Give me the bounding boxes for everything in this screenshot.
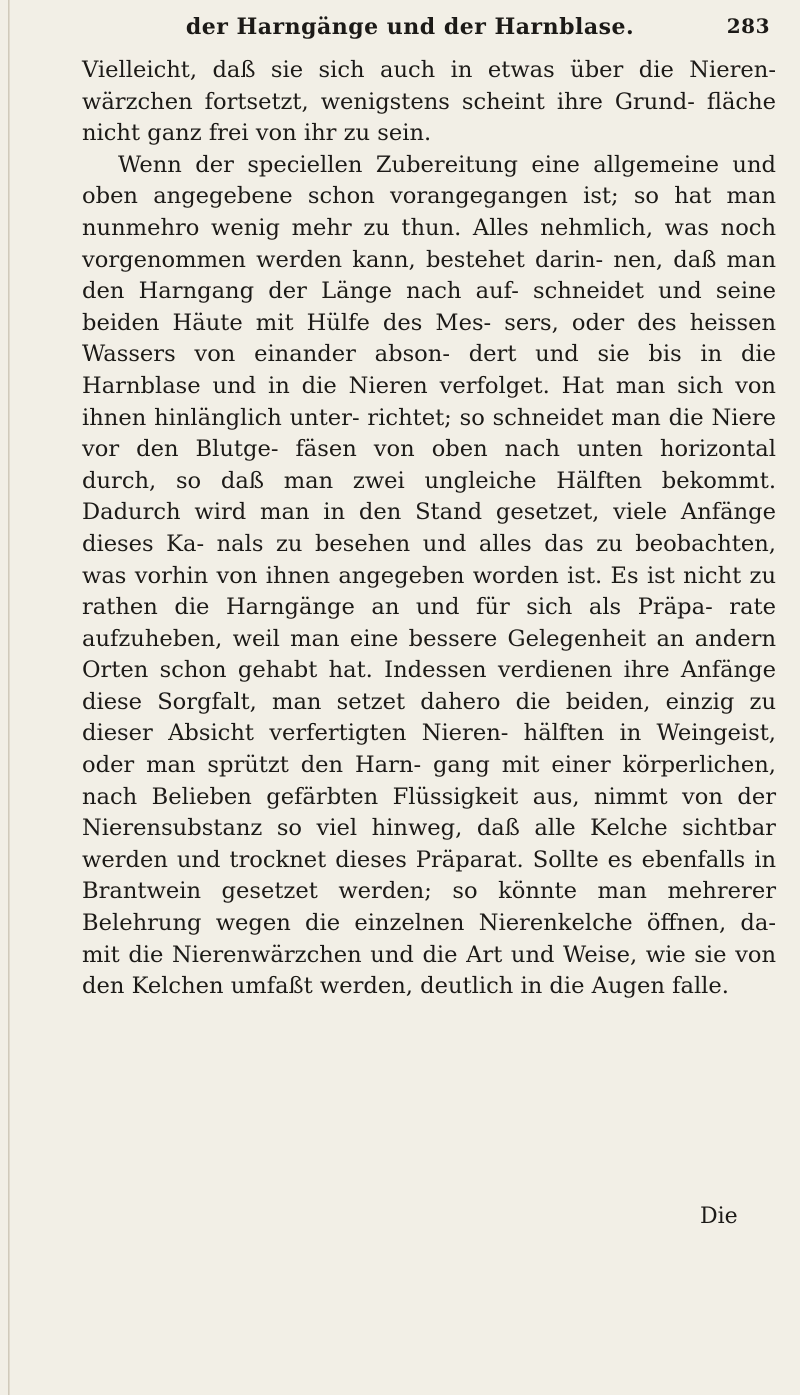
body-text — [82, 55, 776, 1003]
paragraph: Vielleicht, daß sie sich auch in etwas über die Nieren- wärzchen fortsetzt, wenigstens scheint ihre Grund- fläche nicht ganz frei von ihr zu sein. — [82, 57, 776, 147]
binding-edge — [8, 0, 10, 1395]
running-title: der Harngänge und der Harnblase. — [185, 14, 635, 40]
catchword: Die — [700, 1204, 738, 1229]
paragraph: Wenn der speciellen Zubereitung eine allgemeine und oben angegebene schon vorangegangen ist; so hat man nunmehro wenig mehr zu thun. Alles nehmlich, was noch vorgenommen werden kann, bestehet darin- nen, daß man den Harngang der Länge nach auf- schneidet und seine beiden Häute mit Hülfe des Mes- sers, oder des heissen Wassers von einander abson- dert und sie bis in die Harnblase und in die Nieren verfolget. Hat man sich von ihnen hinlänglich unter- richtet; so schneidet man die Niere vor den Blutge- fäsen von oben nach unten horizontal durch, so daß man zwei ungleiche Hälften bekommt. Dadurch wird man in den Stand gesetzet, viele Anfänge dieses Ka- nals zu besehen und alles das zu beobachten, was vorhin von ihnen angegeben worden ist. Es ist nicht zu rathen die Harngänge an und für sich als Präpa- rate aufzuheben, weil man eine bessere Gelegenheit an andern Orten schon gehabt hat. Indessen verdienen ihre Anfänge diese Sorgfalt, man setzet dahero die beiden, einzig zu dieser Absicht verfertigten Nieren- hälften in Weingeist, oder man sprützt den Harn- gang mit einer körperlichen, nach Belieben gefärbten Flüssigkeit aus, nimmt von der Nierensubstanz so viel hinweg, daß alle Kelche sichtbar werden und trocknet dieses Präparat. Sollte es ebenfalls in Brantwein gesetzet werden; so könnte man mehrerer Belehrung wegen die einzelnen Nierenkelche öffnen, da- mit die Nierenwärzchen und die Art und Weise, wie sie von den Kelchen umfaßt werden, deutlich in die Augen falle. — [82, 151, 776, 1000]
running-head — [110, 10, 770, 44]
page-number: 283 — [726, 14, 770, 38]
